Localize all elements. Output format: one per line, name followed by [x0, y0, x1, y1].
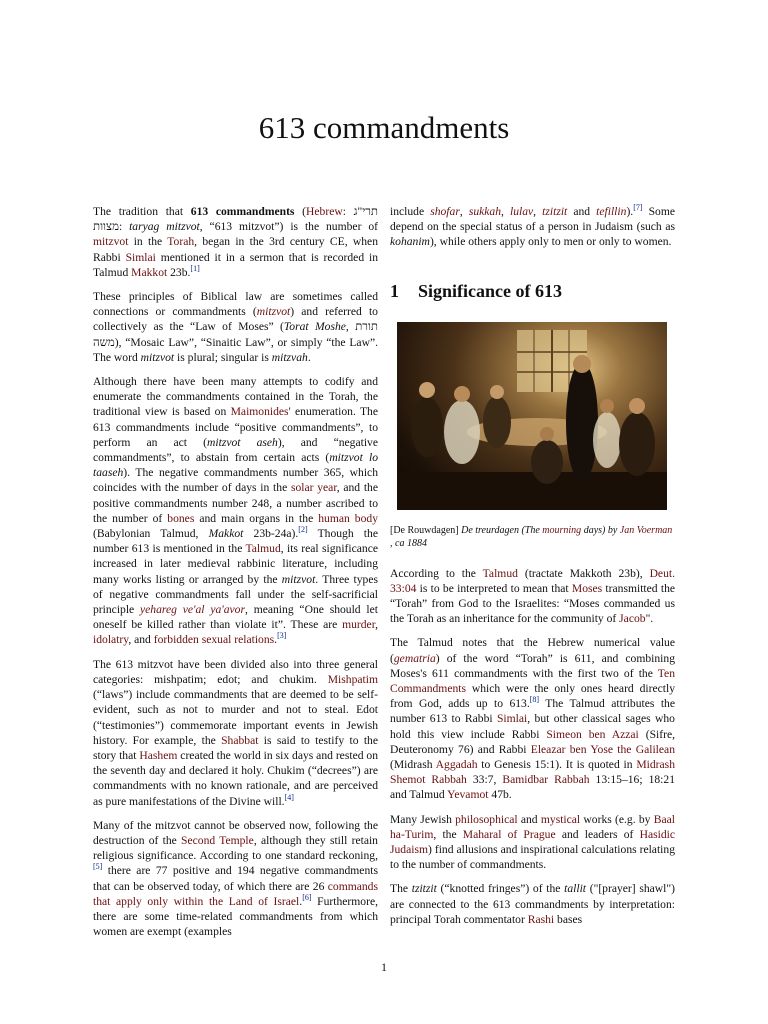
paragraph-works: Many Jewish philosophical and mystical works (e.g. by Baal ha-Turim, the Maharal of Prague and leaders of Hasidic Judaism) find allusions and inspirational calculations relating to the number of commandments.: [390, 812, 675, 872]
reference-2[interactable]: [2]: [298, 525, 308, 535]
link-bones[interactable]: bones: [167, 511, 195, 525]
link-tzitzit[interactable]: tzitzit: [542, 205, 568, 218]
page-number: 1: [381, 960, 387, 974]
link-simlai-2[interactable]: Simlai: [496, 712, 528, 726]
image-caption: [De Rouwdagen] De treurdagen (The mourning days) by Jan Voerman , ca 1884: [390, 524, 673, 549]
link-tefillin[interactable]: tefillin: [596, 205, 627, 218]
link-bamidbar-rabbah[interactable]: Bamidbar Rabbah: [502, 773, 590, 787]
link-deut[interactable]: Deut. 33:04: [390, 566, 675, 595]
reference-1[interactable]: [1]: [190, 263, 200, 273]
paragraph-principles: These principles of Biblical law are sometimes called connections or commandments (mitzvot) and referred to collectively as the “Law of Moses” (Torat Moshe, תורת משה), “Mosaic Law”, “Sinaitic Law”, or simply “the Law”. The word mitzvot is plural; singular is mitzvah.: [93, 290, 378, 364]
reference-8[interactable]: [8]: [529, 695, 540, 705]
page-title: 613 commandments: [258, 110, 510, 145]
link-talmud[interactable]: Talmud: [245, 542, 281, 556]
paragraph-intro: The tradition that 613 commandments (Hebrew: תרי"ג מצוות: taryag mitzvot, “613 mitzvot”) is the number of mitzvot in the Torah, began in the 3rd century CE, when Rabbi Simlai mentioned it in a sermon that is recorded in Talmud Makkot 23b.[1]: [93, 205, 379, 279]
link-yehareg[interactable]: yehareg ve'al ya'avor: [140, 603, 245, 617]
link-jacob[interactable]: Jacob: [619, 612, 646, 626]
link-mourning[interactable]: mourning: [542, 524, 582, 536]
paragraph-continued: include shofar, sukkah, lulav, tzitzit and tefillin).[7] Some depend on the special status of a person in Judaism (such as kohanim), while others apply only to men or only to women.: [390, 203, 676, 249]
paragraph-enumeration: Although there have been many attempts to codify and enumerate the commandments contained in the Torah, the traditional view is based on Maimonides' enumeration. The 613 commandments include “positive commandments”, to perform an act (mitzvot aseh), and “negative commandments”, to abstain from certain acts (mitzvot lo taaseh). The negative commandments number 365, which coincides with the number of days in the solar year, and the positive commandments number 248, a number ascribed to the number of bones and main organs in the human body (Babylonian Talmud, Makkot 23b-24a).[2] Though the number 613 is mentioned in the Talmud, its real significance increased in later medieval rabbinic literature, including many works listing or arranged by the mitzvot. Three types of negative commandments fall under the self-sacrificial principle yehareg ve'al ya'avor, meaning “One should let oneself be killed rather than violate it”. These are murder, idolatry, and forbidden sexual relations.[3]: [93, 375, 379, 647]
link-murder[interactable]: murder: [342, 618, 376, 632]
reference-6[interactable]: [6]: [302, 892, 312, 902]
link-shabbat[interactable]: Shabbat: [221, 733, 259, 747]
link-mitzvot-2[interactable]: mitzvot: [256, 305, 291, 319]
link-ten-commandments[interactable]: Ten Commandments: [390, 666, 675, 696]
paragraph-tzitzit: The tzitzit (“knotted fringes”) of the tallit ("[prayer] shawl") are connected to the 613 commandments by interpretation: principal Torah commentator Rashi bases: [390, 882, 675, 926]
link-jan-voerman[interactable]: Jan Voerman: [619, 524, 673, 536]
paragraph-talmud: According to the Talmud (tractate Makkoth 23b), Deut. 33:04 is to be interpreted to mean that Moses transmitted the “Torah” from God to the Israelites: “Moses commanded us the Torah as an inheritance for the community of Jacob".: [390, 566, 676, 626]
paragraph-gematria: The Talmud notes that the Hebrew numerical value (gematria) of the word “Torah” is 611, and combining Moses's 611 commandments with the first two of the Ten Commandments which were the only ones heard directly from God, adds up to 613.[8] The Talmud attributes the number 613 to Rabbi Simlai, but other classical sages who hold this view include Rabbi Simeon ben Azzai (Sifre, Deuteronomy 76) and Rabbi Eleazar ben Yose the Galilean (Midrash Aggadah to Genesis 15:1). It is quoted in Midrash Shemot Rabbah 33:7, Bamidbar Rabbah 13:15–16; 18:21 and Talmud Yevamot 47b.: [390, 636, 676, 802]
link-land-of-israel[interactable]: commands that apply only within the Land of Israel: [93, 879, 378, 908]
link-talmud-2[interactable]: Talmud: [482, 566, 518, 580]
link-philosophical[interactable]: philosophical: [455, 812, 518, 826]
reference-5[interactable]: [5]: [93, 862, 103, 872]
link-rashi[interactable]: Rashi: [527, 912, 555, 926]
painting-illustration: [397, 322, 667, 510]
link-sukkah[interactable]: sukkah: [468, 205, 502, 218]
link-human-body[interactable]: human body: [318, 511, 378, 525]
link-shofar[interactable]: shofar: [430, 205, 460, 218]
reference-4[interactable]: [4]: [284, 792, 294, 802]
section-title: Significance of 613: [418, 280, 562, 301]
link-lulav[interactable]: lulav: [509, 205, 534, 218]
link-forbidden-relations[interactable]: forbidden sexual relations: [153, 633, 275, 647]
paragraph-categories: The 613 mitzvot have been divided also into three general categories: mishpatim; edot; and chukim. Mishpatim (“laws”) include commandments that are deemed to be self-evident, such as not to murder and not to steal. Edot (“testimonies”) commemorate important events in Jewish history. For example, the Shabbat is said to testify to the story that Hashem created the world in six days and rested on the seventh day and declared it holy. Chukim (“decrees”) are commandments with no known rationale, and are perceived as pure manifestations of the Divine will.[4]: [93, 657, 379, 808]
link-yevamot[interactable]: Yevamot: [447, 788, 489, 802]
link-second-temple[interactable]: Second Temple: [181, 833, 254, 847]
link-hasidic-judaism[interactable]: Hasidic Judaism: [390, 827, 675, 857]
link-torah[interactable]: Torah: [167, 235, 195, 249]
link-maharal[interactable]: Maharal of Prague: [462, 827, 556, 841]
link-aggadah[interactable]: Aggadah: [435, 758, 478, 772]
section-number: 1: [390, 280, 399, 301]
link-moses[interactable]: Moses: [571, 581, 603, 595]
link-mitzvot[interactable]: mitzvot: [93, 235, 129, 249]
reference-3[interactable]: [3]: [277, 631, 287, 641]
link-eleazar[interactable]: Eleazar ben Yose the Galilean: [530, 742, 675, 756]
paragraph-observance: Many of the mitzvot cannot be observed now, following the destruction of the Second Temple, although they still retain religious significance. According to one standard reckoning,[5] there are 77 positive and 194 negative commandments that can be observed today, of which there are 26 commands that apply only within the Land of Israel.[6] Furthermore, there are some time-related commandments from which women are exempt (examples: [93, 818, 379, 939]
link-shemot-rabbah[interactable]: Midrash Shemot Rabbah: [390, 758, 675, 787]
link-simeon-ben-azzai[interactable]: Simeon ben Azzai: [546, 727, 639, 741]
right-column: [390, 204, 675, 936]
article-term: 613 commandments: [190, 205, 295, 218]
link-solar-year[interactable]: solar year: [290, 481, 337, 495]
link-hashem[interactable]: Hashem: [139, 748, 178, 762]
link-makkot[interactable]: Makkot: [131, 265, 168, 279]
left-column: [93, 204, 378, 948]
link-idolatry[interactable]: idolatry: [93, 633, 129, 647]
section-heading: [390, 280, 675, 302]
link-gematria[interactable]: gematria: [393, 651, 436, 665]
reference-7[interactable]: [7]: [633, 203, 643, 213]
link-simlai[interactable]: Simlai: [125, 250, 156, 264]
link-mishpatim[interactable]: Mishpatim: [327, 672, 378, 686]
link-baal-ha-turim[interactable]: Baal ha-Turim: [390, 812, 675, 841]
link-hebrew[interactable]: Hebrew: [306, 205, 343, 218]
link-mystical[interactable]: mystical: [540, 812, 581, 826]
painting-image[interactable]: [397, 322, 667, 510]
link-maimonides[interactable]: Maimonides: [230, 405, 289, 419]
